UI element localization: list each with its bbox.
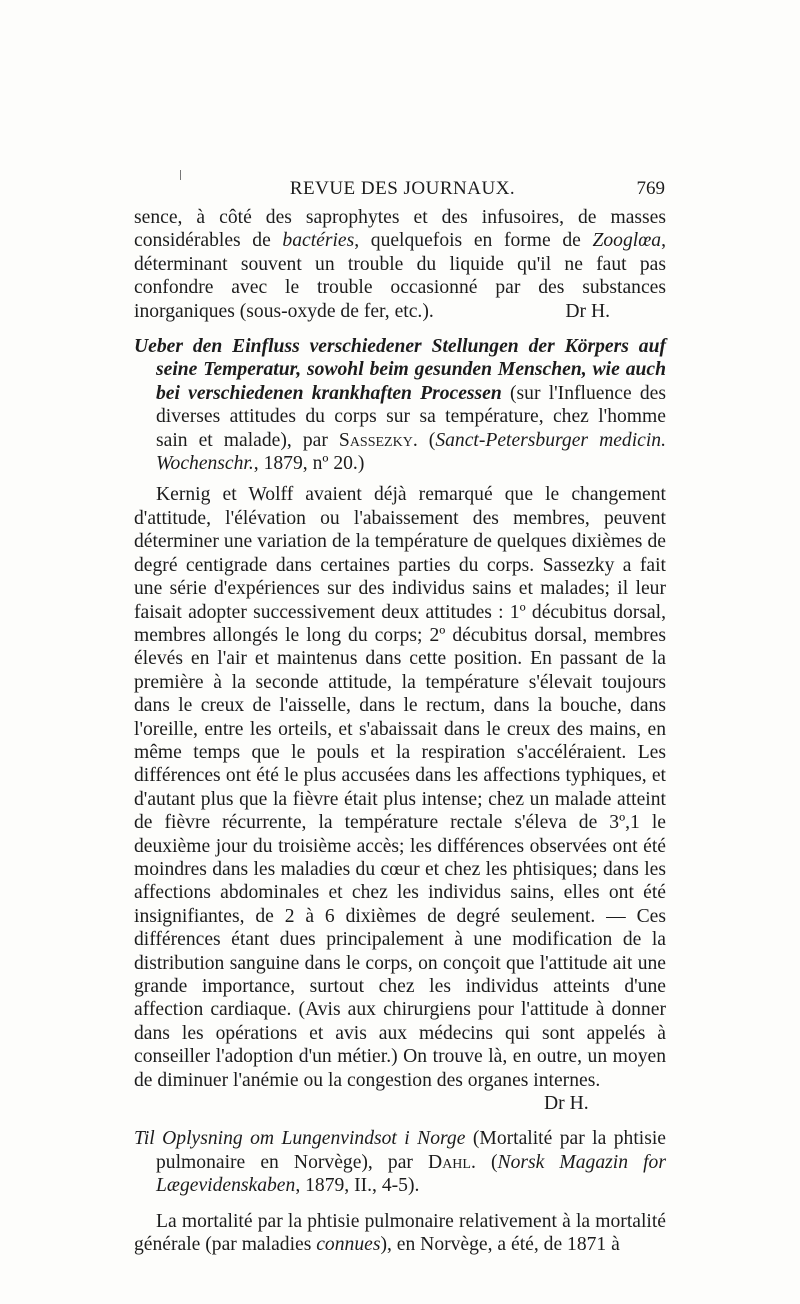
- paragraph-dahl: La mortalité par la phtisie pulmonaire relativement à la mortalité générale (par maladies connues), en Norvège, a été, de 1871 à: [134, 1210, 666, 1256]
- paragraph-continuation: sence, à côté des saprophytes et des infusoires, de masses considérables de bactéries, quelquefois en forme de Zooglœa, déterminant souvent un trouble du liquide qu'il ne faut pas confondre avec le trouble occasionné par des substances inorganiques (sous-oxyde de fer, etc.).: [134, 207, 666, 322]
- norwegian-title: Til Oplysning om Lungenvindsot i Norge: [134, 1128, 466, 1150]
- signature: Dr H.: [544, 1093, 589, 1115]
- german-title: Ueber den Einfluss verschiedener Stellungen der Körpers auf seine Temperatur, sowohl beim gesunden Menschen, wie auch bei verschiedenen krankhaften Processen: [134, 336, 666, 404]
- paragraph-sassezky: Kernig et Wolff avaient déjà remarqué que le changement d'attitude, l'élévation ou l'abaissement des membres, peuvent déterminer une variation de la température de quelques dixièmes de degré centigrade dans certaines parties du corps. Sassezky a fait une série d'expériences sur des individus sains et malades; il leur faisait adopter successivement deux attitudes : 1º décubitus dorsal, membres allongés le long du corps; 2º décubitus dorsal, membres élevés en l'air et maintenus dans cette position. En passant de la première à la seconde attitude, la température s'élevait toujours dans le creux de l'aisselle, dans le rectum, dans la bouche, dans l'oreille, entre les orteils, et s'abaissait dans le creux des mains, en même temps que le pouls et la respiration s'accéléraient. Les différences ont été le plus accusées dans les affections typhiques, et d'autant plus que la fièvre était plus intense; chez un malade atteint de fièvre récurrente, la température rectale s'éleva de 3º,1 le deuxième jour du troisième accès; les différences observées ont été moindres dans les maladies du cœur et chez les phtisiques; dans les affections abdominales et chez les individus sains, elles ont été insignifiantes, de 2 à 6 dixièmes de degré seulement. — Ces différences étant dues principalement à une modification de la distribution sanguine dans le corps, on conçoit que l'attitude ait une grande importance, surtout chez les individus atteints d'une affection cardiaque. (Avis aux chirurgiens pour l'attitude à donner dans les opérations et avis aux médecins qui sont appelés à conseiller l'adoption d'un métier.) On trouve là, en outre, un moyen de diminuer l'anémie ou la congestion des organes internes.: [134, 484, 666, 1091]
- article-body: [134, 206, 666, 1256]
- page-header: [140, 178, 665, 204]
- page-number: 769: [636, 178, 665, 199]
- author-name: Sassezky: [338, 429, 413, 451]
- term-zooglaea: Zooglœa: [592, 230, 662, 252]
- term-connues: connues: [316, 1234, 381, 1256]
- journal-name: Norsk Magazin for Lægevidenskaben: [156, 1151, 666, 1197]
- signature: Dr H.: [565, 300, 610, 322]
- running-title: REVUE DES JOURNAUX.: [289, 178, 516, 199]
- term-bacteries: bactéries: [282, 230, 355, 252]
- entry-title-sassezky: Ueber den Einfluss verschiedener Stellungen der Körpers auf seine Temperatur, sowohl beim gesunden Menschen, wie auch bei verschiedenen krankhaften Processen (sur l'Influence des diverses attitudes du corps sur sa température, chez l'homme sain et malade), par Sassezky. (Sanct-Petersburger medicin. Wochenschr., 1879, nº 20.): [134, 336, 667, 475]
- author-name: Dahl: [428, 1151, 471, 1173]
- journal-name: Sanct-Petersburger medicin. Wochenschr.: [156, 429, 667, 475]
- entry-title-dahl: Til Oplysning om Lungenvindsot i Norge (Mortalité par la phtisie pulmonaire en Norvège), par Dahl. (Norsk Magazin for Lægevidenskaben, 1879, II., 4-5).: [134, 1128, 666, 1197]
